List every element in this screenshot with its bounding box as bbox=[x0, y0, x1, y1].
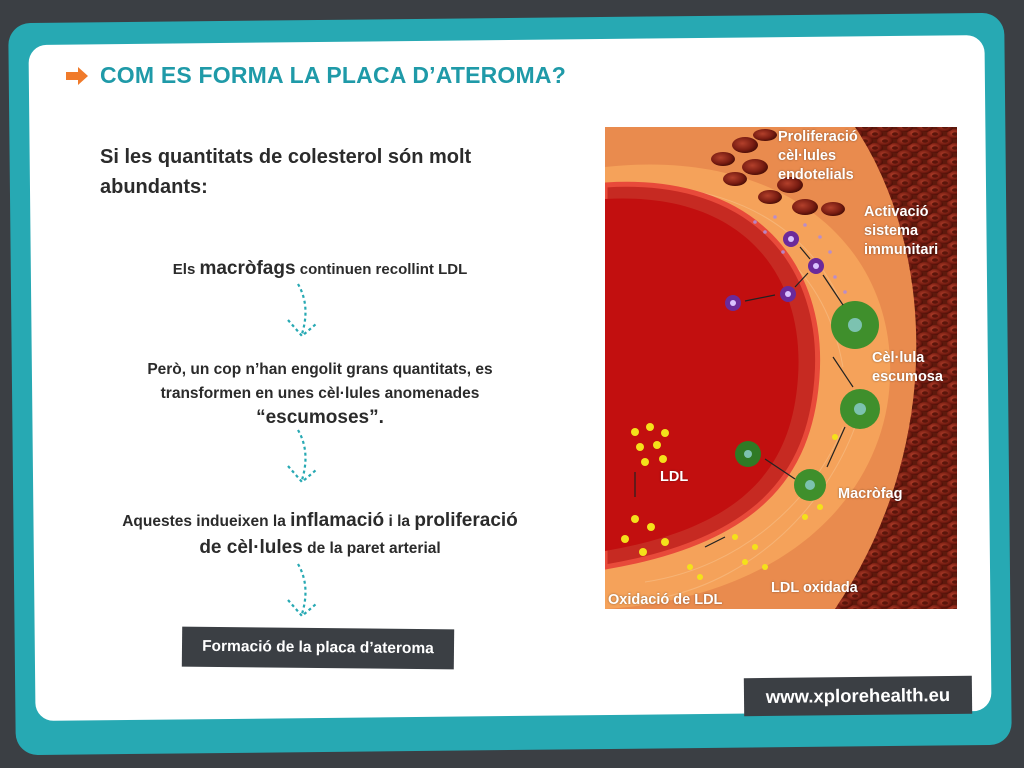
step-foam-cells bbox=[110, 358, 530, 430]
step2-line: Però, un cop n’han engolit grans quantitats, es transformen en unes cèl·lules anomenades bbox=[147, 361, 493, 402]
footer-url[interactable]: www.xplorehealth.eu bbox=[744, 676, 972, 716]
step3-em2: proliferació bbox=[414, 510, 518, 531]
dotted-arrow-down-icon bbox=[282, 428, 322, 490]
title-row bbox=[64, 62, 566, 89]
label-immune-activation bbox=[864, 203, 938, 260]
label-foam-cell bbox=[872, 349, 943, 387]
result-box: Formació de la placa d’ateroma bbox=[182, 627, 454, 670]
step-inflammation bbox=[100, 508, 540, 562]
label-escumosa: escumosa bbox=[872, 369, 943, 385]
step1-pre: Els bbox=[172, 261, 200, 278]
step-macrophages bbox=[130, 258, 510, 280]
page-title: COM ES FORMA LA PLACA D’ATEROMA? bbox=[100, 62, 566, 88]
step3-p3: de la paret arterial bbox=[302, 540, 441, 557]
step1-post: continuen recollint LDL bbox=[295, 261, 468, 278]
label-cellules: cèl·lules bbox=[778, 148, 837, 164]
arrow-right-icon bbox=[64, 66, 90, 86]
label-oxidized-ldl: LDL oxidada bbox=[771, 580, 858, 596]
label-sistema: sistema bbox=[864, 223, 919, 239]
dotted-arrow-down-icon bbox=[282, 282, 322, 344]
step1-emphasis: macròfags bbox=[199, 258, 296, 279]
label-ldl-oxidation: Oxidació de LDL bbox=[608, 592, 723, 608]
step2-emphasis: “escumoses”. bbox=[256, 407, 384, 428]
label-macrophage: Macròfag bbox=[838, 486, 903, 502]
dotted-arrow-down-icon bbox=[282, 562, 322, 624]
label-proliferacio: Proliferació bbox=[778, 129, 858, 145]
label-cellula: Cèl·lula bbox=[872, 350, 925, 366]
artery-diagram bbox=[605, 127, 957, 609]
label-endotelials: endotelials bbox=[778, 167, 854, 183]
label-proliferation bbox=[778, 128, 858, 185]
label-immunitari: immunitari bbox=[864, 242, 939, 258]
step3-em1: inflamació bbox=[290, 510, 385, 531]
step3-p2: i la bbox=[384, 513, 415, 530]
label-activacio: Activació bbox=[864, 204, 929, 220]
intro-text: Si les quantitats de colesterol són molt abundants: bbox=[100, 146, 472, 198]
step3-p1: Aquestes indueixen la bbox=[122, 513, 291, 530]
step3-em3: de cèl·lules bbox=[199, 537, 303, 558]
label-ldl: LDL bbox=[660, 469, 689, 485]
